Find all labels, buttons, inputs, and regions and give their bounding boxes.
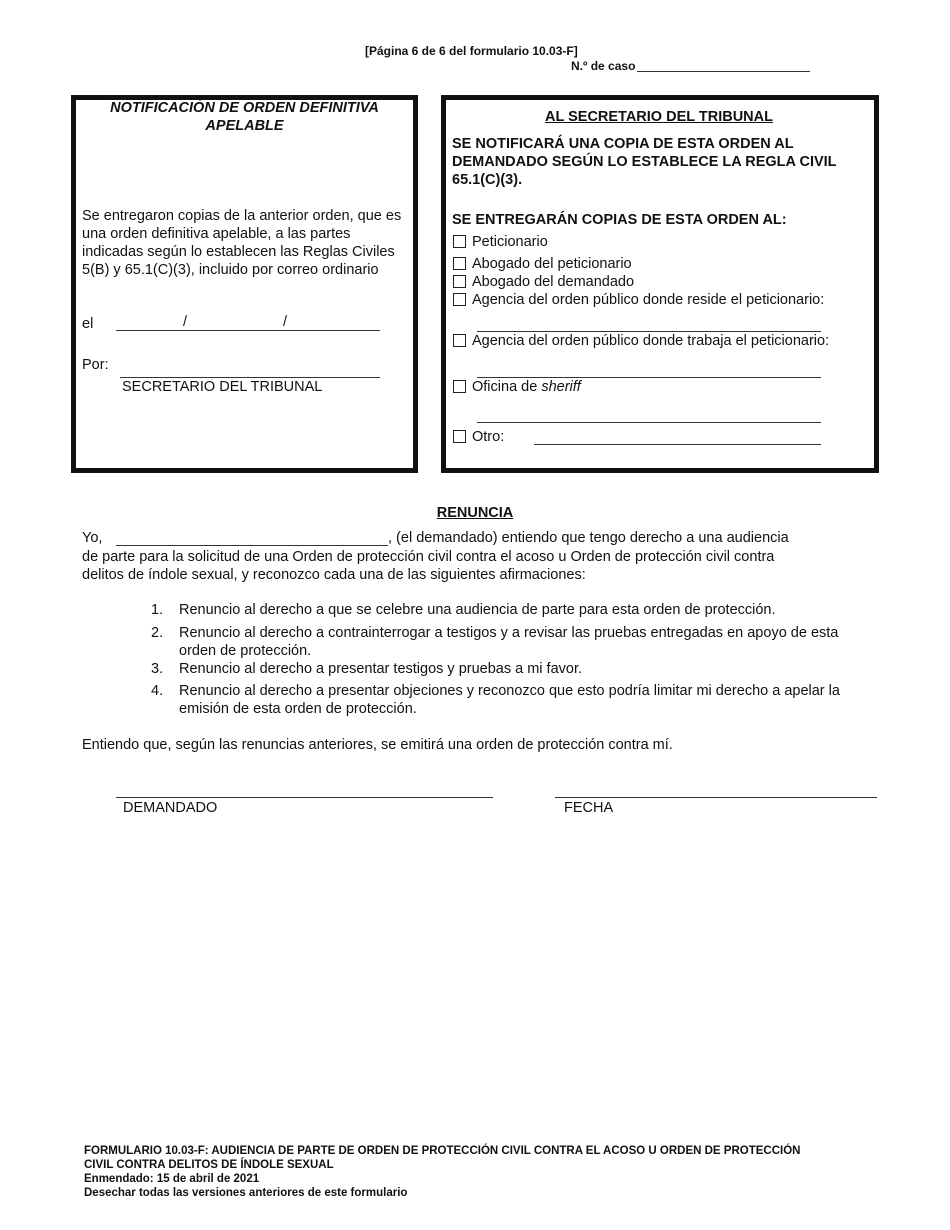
option-label: Abogado del peticionario bbox=[472, 256, 632, 272]
case-number-field[interactable] bbox=[637, 71, 810, 72]
option-label: Agencia del orden público donde trabaja el peticionario: bbox=[472, 333, 830, 349]
sheriff-field[interactable] bbox=[477, 422, 821, 423]
option-petitioner-attorney bbox=[453, 255, 632, 273]
option-respondent-attorney bbox=[453, 273, 634, 291]
option-sheriff bbox=[453, 378, 581, 396]
right-box-title: AL SECRETARIO DEL TRIBUNAL bbox=[545, 109, 773, 125]
footer-amended: Enmendado: 15 de abril de 2021 bbox=[84, 1173, 260, 1185]
service-paragraph: Se entregaron copias de la anterior orden, que es una orden definitiva apelable, a las partes indicadas según lo establecen las Reglas Civiles 5(B) y 65.1(C)(3), incluido por correo ordinario bbox=[82, 208, 402, 278]
clerk-signer-label: SECRETARIO DEL TRIBUNAL bbox=[122, 379, 323, 395]
waiver-intro-line1: , (el demandado) entiendo que tengo derecho a una audiencia bbox=[388, 530, 789, 546]
item-number: 4. bbox=[151, 683, 164, 699]
respondent-signature-field[interactable] bbox=[116, 797, 493, 798]
option-petitioner bbox=[453, 233, 548, 251]
service-notice: SE NOTIFICARÁ UNA COPIA DE ESTA ORDEN AL DEMANDADO SEGÚN LO ESTABLECE LA REGLA CIVIL 65.1(C)(3). bbox=[452, 136, 837, 188]
agency-residence-checkbox[interactable] bbox=[453, 293, 466, 306]
waiver-intro-line3: delitos de índole sexual, y reconozco cada una de las siguientes afirmaciones: bbox=[82, 567, 586, 583]
by-label: Por: bbox=[82, 357, 109, 373]
waiver-intro-prefix: Yo, bbox=[82, 530, 103, 546]
appealable-order-notice-box bbox=[71, 95, 418, 473]
option-other bbox=[453, 428, 504, 446]
item-number: 1. bbox=[151, 602, 164, 618]
item-text: Renuncio al derecho a presentar objeciones y reconozco que esto podría limitar mi derecho a apelar la emisión de esta orden de protección. bbox=[179, 683, 840, 717]
option-label: Otro: bbox=[472, 429, 505, 445]
waiver-title: RENUNCIA bbox=[436, 505, 514, 521]
waiver-conclusion: Entiendo que, según las renuncias anteriores, se emitirá una orden de protección contra mí. bbox=[82, 737, 673, 753]
case-number-label: N.º de caso bbox=[571, 59, 636, 73]
page-label: [Página 6 de 6 del formulario 10.03-F] bbox=[365, 44, 578, 58]
footer-form-line2: CIVIL CONTRA DELITOS DE ÍNDOLE SEXUAL bbox=[84, 1159, 334, 1171]
item-number: 2. bbox=[151, 625, 164, 641]
petitioner-attorney-checkbox[interactable] bbox=[453, 257, 466, 270]
date-separator: / bbox=[183, 314, 188, 330]
date-signature-label: FECHA bbox=[564, 800, 614, 816]
respondent-label: DEMANDADO bbox=[123, 800, 218, 816]
date-separator: / bbox=[283, 314, 288, 330]
waiver-intro-line2: de parte para la solicitud de una Orden de protección civil contra el acoso u Orden de protección civil contra bbox=[82, 549, 775, 565]
service-date-field[interactable] bbox=[116, 330, 380, 331]
petitioner-checkbox[interactable] bbox=[453, 235, 466, 248]
sheriff-word: sheriff bbox=[541, 379, 581, 395]
footer-discard: Desechar todas las versiones anteriores de este formulario bbox=[84, 1187, 408, 1199]
respondent-attorney-checkbox[interactable] bbox=[453, 275, 466, 288]
respondent-name-field[interactable] bbox=[116, 545, 388, 546]
option-label: Agencia del orden público donde reside el peticionario: bbox=[472, 292, 825, 308]
copies-heading: SE ENTREGARÁN COPIAS DE ESTA ORDEN AL: bbox=[452, 212, 787, 228]
item-number: 3. bbox=[151, 661, 164, 677]
left-box-title: NOTIFICACIÓN DE ORDEN DEFINITIVA APELABLE bbox=[110, 100, 379, 134]
option-agency-residence bbox=[453, 291, 824, 309]
agency-work-checkbox[interactable] bbox=[453, 334, 466, 347]
sheriff-checkbox[interactable] bbox=[453, 380, 466, 393]
option-agency-work bbox=[453, 332, 829, 350]
other-field[interactable] bbox=[534, 444, 821, 445]
signature-date-field[interactable] bbox=[555, 797, 877, 798]
footer-form-line1: FORMULARIO 10.03-F: AUDIENCIA DE PARTE DE ORDEN DE PROTECCIÓN CIVIL CONTRA EL ACOSO U ORDEN DE PROTECCIÓN bbox=[84, 1145, 801, 1157]
item-text: Renuncio al derecho a que se celebre una audiencia de parte para esta orden de protección. bbox=[179, 602, 776, 618]
item-text: Renuncio al derecho a presentar testigos y pruebas a mi favor. bbox=[179, 661, 583, 677]
other-checkbox[interactable] bbox=[453, 430, 466, 443]
footer bbox=[84, 1144, 800, 1200]
date-label: el bbox=[82, 316, 94, 332]
option-label: Oficina de bbox=[472, 379, 538, 395]
item-text: Renuncio al derecho a contrainterrogar a testigos y a revisar las pruebas entregadas en apoyo de esta orden de protección. bbox=[179, 625, 839, 659]
option-label: Abogado del demandado bbox=[472, 274, 635, 290]
option-label: Peticionario bbox=[472, 234, 548, 250]
